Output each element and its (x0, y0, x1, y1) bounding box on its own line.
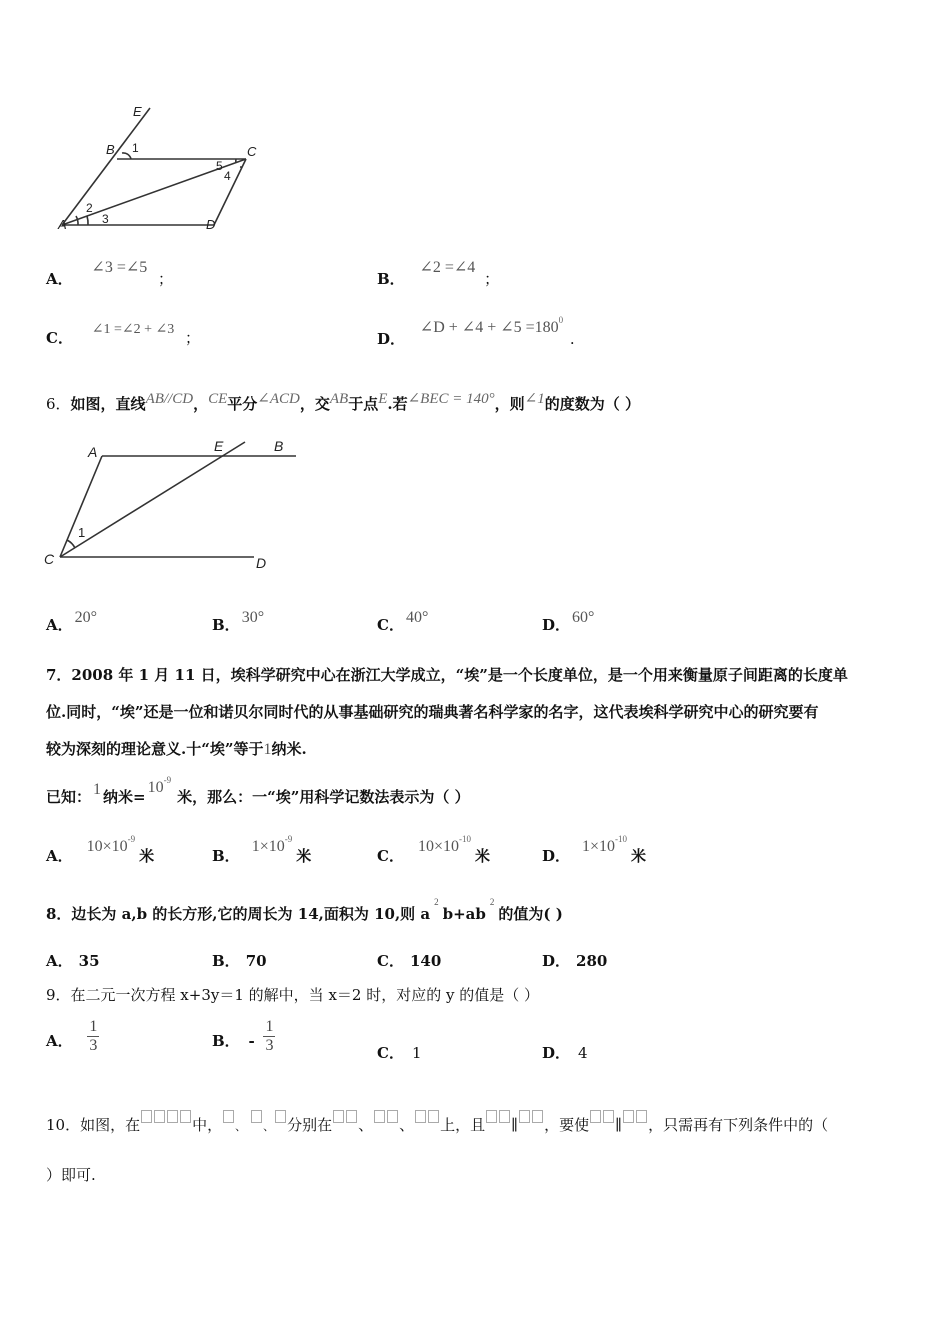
option-letter: D． (542, 616, 571, 634)
option-value: 140 (409, 952, 442, 970)
text: 纳米. (271, 740, 307, 758)
question-number: 10．如图，在 (46, 1116, 141, 1134)
stem-math: ∠BEC = 140° (407, 391, 495, 407)
option-letter: B． (212, 616, 240, 634)
q10-stem (46, 1114, 828, 1135)
option-letter: C． (377, 952, 404, 970)
label-4: 4 (224, 169, 231, 183)
q8-option-d (542, 950, 607, 971)
label-C: C (44, 551, 55, 567)
stem-math: AB//CD (145, 391, 194, 407)
q8-stem (46, 897, 563, 924)
option-letter: A． (46, 616, 73, 634)
option-value: 1 (411, 1044, 422, 1062)
option-letter: A． (46, 847, 73, 865)
stem-text: ，只需再有下列条件中的（ (648, 1116, 829, 1134)
option-value: 60° (572, 609, 595, 626)
option-expr (251, 834, 293, 855)
math: 1 (93, 781, 102, 798)
q8-option-c (377, 950, 441, 971)
denominator: 3 (89, 1037, 98, 1054)
q5-option-a (46, 259, 174, 289)
option-letter: D． (377, 330, 406, 348)
option-value: 280 (576, 952, 608, 970)
stem-text: 中， (192, 1116, 223, 1134)
missing-formula (373, 1108, 399, 1126)
separator: 、 (263, 1120, 275, 1133)
stem-text: 上，且 (440, 1116, 486, 1134)
stem-text: b+ab (442, 905, 486, 923)
q9-option-b (212, 1018, 275, 1055)
q7-line-2: 位.同时，“埃”还是一位和诺贝尔同时代的从事基础研究的瑞典著名科学家的名字，这代表埃科学研究中心的研究要有 (46, 703, 819, 721)
missing-formula (485, 1108, 511, 1126)
coef: 10×10 (86, 838, 128, 855)
fraction (263, 1018, 275, 1055)
separator: 、 (358, 1116, 374, 1134)
option-value: 20° (74, 609, 98, 626)
exponent: 2 (489, 897, 495, 907)
question-number: 6． (46, 395, 71, 413)
option-tail: ； (158, 270, 174, 288)
stem-text: ，交 (299, 395, 330, 413)
missing-formula (332, 1108, 358, 1126)
q9-option-a (46, 1018, 99, 1055)
q6-option-a (46, 609, 98, 635)
stem-text: 平分 (227, 395, 258, 413)
option-letter: B． (212, 847, 240, 865)
unit: 米 (139, 847, 155, 865)
option-value: 30° (241, 609, 265, 626)
option-letter: A． (46, 952, 73, 970)
q7-option-d (542, 834, 647, 866)
q6-stem (46, 393, 640, 414)
q10-line-2: ）即可. (46, 1166, 96, 1184)
text: 已知： (46, 788, 92, 806)
stem-math: ∠ACD (257, 391, 300, 407)
option-letter: B． (212, 952, 240, 970)
option-letter: A． (46, 1031, 73, 1050)
text: 米，那么：一“埃”用科学记数法表示为（ ） (177, 788, 470, 806)
option-expr: ∠1 =∠2 + ∠3 (91, 322, 175, 337)
stem-text: 8．边长为 a,b 的长方形,它的周长为 14,面积为 10,则 a (46, 905, 431, 923)
exp: -9 (284, 834, 293, 844)
stem-text: 的度数为（ ） (544, 395, 640, 413)
separator: 、 (235, 1120, 247, 1133)
stem-text: 分别在 (287, 1116, 333, 1134)
expr-sup: 0 (558, 315, 564, 325)
option-letter: B． (377, 270, 405, 288)
label-E: E (214, 438, 224, 454)
option-value: 40° (405, 609, 429, 626)
stem-math: CE (208, 391, 228, 407)
label-B: B (274, 438, 284, 454)
missing-formula (518, 1108, 544, 1126)
figure-parallelogram (50, 98, 280, 238)
parallel-sign: ∥ (615, 1116, 623, 1134)
stem-text: 的值为( ) (498, 905, 563, 923)
stem-math: AB (329, 391, 349, 407)
q8-option-b (212, 950, 267, 971)
option-expr: ∠3 =∠5 (91, 259, 148, 276)
missing-formula (222, 1108, 235, 1126)
missing-formula (622, 1108, 648, 1126)
option-value: 70 (245, 952, 267, 970)
stem-text: .若 (387, 395, 408, 413)
exp: -9 (163, 775, 172, 785)
text: 较为深刻的理论意义.十“埃”等于 (46, 740, 264, 758)
option-value: 35 (78, 952, 100, 970)
sign: - (248, 1031, 255, 1050)
option-letter: C． (46, 329, 73, 347)
stem-text: ， (193, 395, 209, 413)
label-A: A (58, 217, 67, 232)
option-tail: ； (185, 329, 201, 347)
q5-option-b (377, 259, 500, 289)
stem-text: ，则 (494, 395, 525, 413)
math: 1 (263, 741, 272, 758)
option-letter: A． (46, 270, 73, 288)
separator: 、 (399, 1116, 415, 1134)
stem-text: 如图，直线 (70, 395, 146, 413)
q8-option-a (46, 950, 100, 971)
option-tail: ； (484, 270, 500, 288)
parallel-sign: ∥ (511, 1116, 519, 1134)
fraction (87, 1018, 99, 1055)
label-D: D (206, 217, 216, 232)
option-letter: C． (377, 616, 404, 634)
text: 纳米= (103, 788, 146, 806)
q7-line-1: 7．2008 年 1 月 11 日，埃科学研究中心在浙江大学成立，“埃”是一个长度单位，是一个用来衡量原子间距离的长度单 (46, 666, 848, 684)
q6-option-d (542, 609, 595, 635)
unit: 米 (474, 847, 490, 865)
label-1: 1 (78, 525, 86, 540)
q7-option-a (46, 834, 155, 866)
option-expr (419, 315, 564, 336)
coef: 10×10 (417, 838, 459, 855)
expr-main: ∠D + ∠4 + ∠5 =180 (419, 319, 559, 336)
label-2: 2 (86, 201, 93, 215)
missing-formula (250, 1108, 263, 1126)
option-expr (86, 834, 136, 855)
figure-q6 (40, 432, 310, 577)
label-C: C (247, 144, 257, 159)
stem-math: ∠1 (524, 391, 545, 407)
unit: 米 (296, 847, 312, 865)
option-value: 4 (578, 1044, 588, 1062)
missing-formula (414, 1108, 440, 1126)
denominator: 3 (265, 1037, 274, 1054)
option-expr: ∠2 =∠4 (419, 259, 476, 276)
label-E: E (133, 104, 142, 119)
option-letter: D． (542, 1044, 571, 1062)
label-5: 5 (216, 159, 223, 173)
option-letter: D． (542, 847, 571, 865)
numerator: 1 (265, 1018, 274, 1035)
coef: 1×10 (251, 838, 285, 855)
missing-formula (140, 1108, 192, 1126)
numerator: 1 (89, 1018, 98, 1035)
missing-formula (274, 1108, 287, 1126)
q6-option-c (377, 609, 429, 635)
option-letter: C． (377, 1044, 404, 1062)
label-A: A (88, 444, 98, 460)
q5-option-d (377, 315, 575, 349)
label-B: B (106, 142, 115, 157)
base: 10 (147, 779, 164, 796)
stem-text: ，要使 (544, 1116, 590, 1134)
option-letter: D． (542, 952, 571, 970)
q7-known (46, 775, 470, 807)
q6-option-b (212, 609, 265, 635)
option-letter: B． (212, 1031, 240, 1050)
q9-option-d (542, 1042, 588, 1063)
q5-option-c (46, 322, 201, 348)
coef: 1×10 (582, 838, 616, 855)
math (147, 775, 172, 796)
q9-option-c (377, 1042, 422, 1063)
q7-option-b (212, 834, 312, 866)
unit: 米 (631, 847, 647, 865)
exp: -10 (458, 834, 471, 844)
exp: -10 (615, 834, 628, 844)
exp: -9 (127, 834, 136, 844)
q7-line-3 (46, 738, 307, 759)
q9-stem: 9．在二元一次方程 x+3y＝1 的解中，当 x＝2 时，对应的 y 的值是（ ） (46, 986, 539, 1004)
exponent: 2 (434, 897, 439, 907)
option-letter: C． (377, 847, 404, 865)
option-expr (417, 834, 471, 855)
label-1: 1 (132, 141, 139, 155)
option-expr (582, 834, 628, 855)
stem-math: E (378, 391, 388, 407)
label-3: 3 (102, 212, 109, 226)
stem-text: 于点 (348, 395, 379, 413)
option-tail: . (569, 330, 575, 348)
missing-formula (589, 1108, 615, 1126)
label-D: D (256, 555, 267, 571)
q7-option-c (377, 834, 490, 866)
